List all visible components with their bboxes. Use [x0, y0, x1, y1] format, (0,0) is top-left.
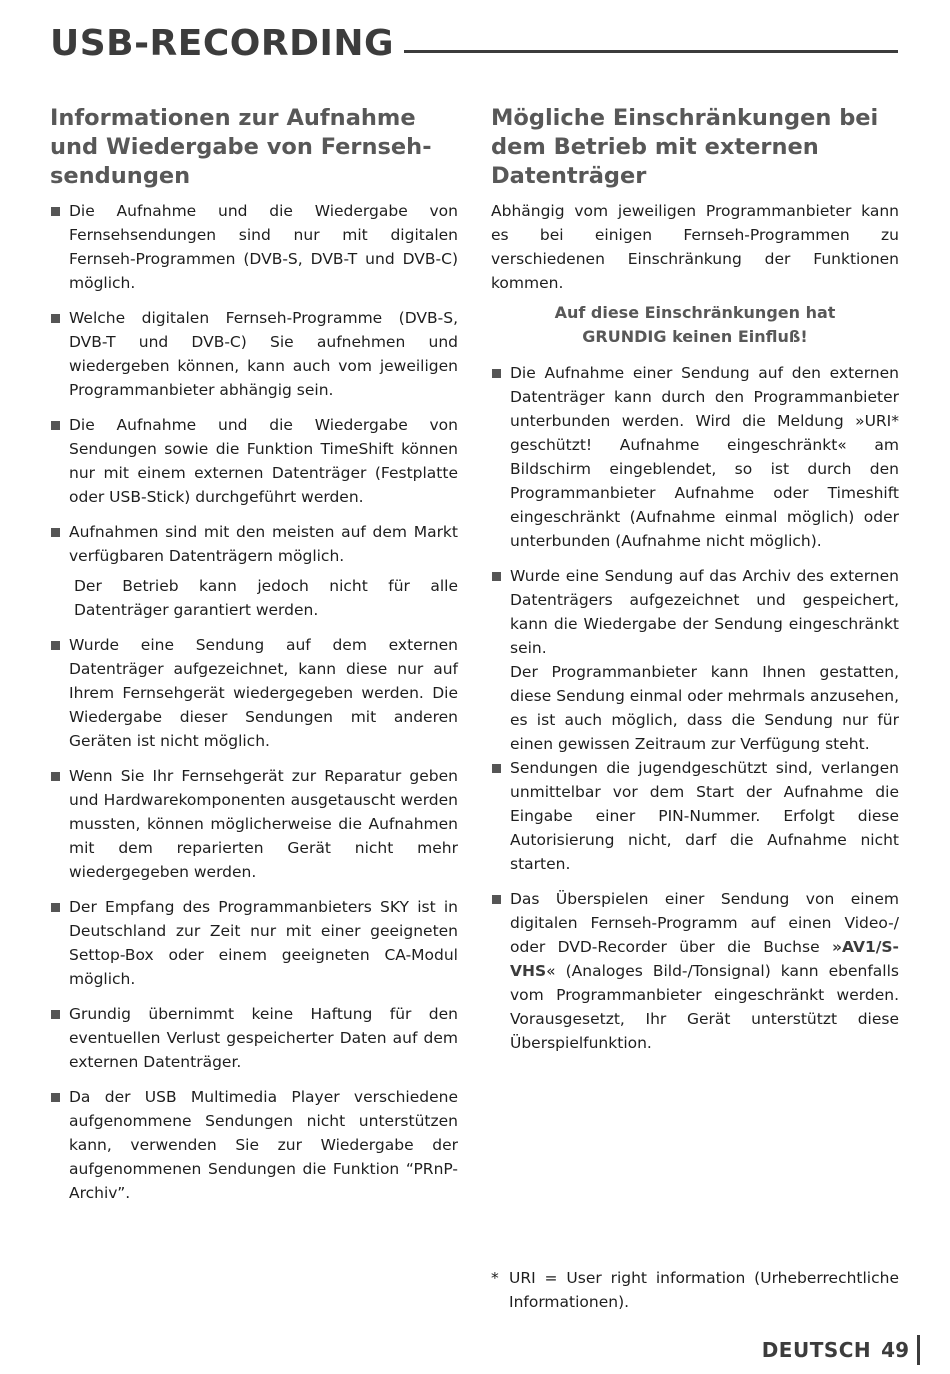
bullet-square-icon — [491, 887, 510, 911]
bullet-square-icon — [50, 413, 69, 437]
section-title-restrictions: Mögliche Einschränkungen bei dem Betrieb mit externen Datenträger — [491, 105, 879, 189]
bullet-square-icon — [491, 564, 510, 588]
list-item-text: Welche digitalen Fernseh-Programme (DVB-S, DVB-T und DVB-C) Sie aufnehmen und wiedergeben können, kann auch vom jeweiligen Programmanbieter abhängig sein. — [69, 309, 458, 399]
list-item — [50, 520, 458, 568]
page-footer — [740, 1330, 920, 1370]
bullet-square-icon — [50, 764, 69, 788]
bullet-square-icon — [50, 895, 69, 919]
footer-language: DEUTSCH — [761, 1338, 872, 1362]
connector-reference: »AV1/S-VHS — [510, 938, 899, 980]
footnote-text: URI = User right information (Urheberrechtliche Informationen). — [509, 1269, 899, 1311]
list-item-continuation: Der Programmanbieter kann Ihnen gestatten, diese Sendung einmal oder mehrmals anzusehen, es ist auch möglich, dass die Sendung nur für einen gewissen Zeitraum zur Verfügung steht. — [510, 663, 899, 753]
bullet-square-icon — [50, 306, 69, 330]
list-item — [50, 764, 458, 884]
list-item-text: Der Empfang des Programmanbieters SKY ist in Deutschland zur Zeit nur mit einer geeigneten Settop-Box oder einem geeigneten CA-Modul möglich. — [69, 898, 458, 988]
list-item — [491, 361, 899, 553]
intro-paragraph: Abhängig vom jeweiligen Programmanbieter kann es bei einigen Fernseh-Programmen zu verschiedenen Einschränkung der Funktionen kommen. — [491, 202, 899, 292]
list-item-text: Wenn Sie Ihr Fernsehgerät zur Reparatur geben und Hardwarekomponenten ausgetauscht werden mussten, können möglicherweise die Aufnahmen mit dem reparierten Gerät nicht mehr wiedergegeben werden. — [69, 767, 458, 881]
left-column — [50, 104, 458, 1216]
list-item — [491, 887, 899, 1055]
list-item-body — [510, 564, 899, 756]
sub-paragraph-text: Der Betrieb kann jedoch nicht für alle Datenträger garantiert werden. — [74, 577, 458, 619]
list-item — [50, 1002, 458, 1074]
list-item-text — [510, 887, 899, 1055]
notice-line: Auf diese Einschränkungen hat — [554, 303, 836, 322]
right-column — [491, 104, 899, 1066]
list-item — [50, 633, 458, 753]
bullet-square-icon — [50, 520, 69, 544]
list-item-text-part: « (Analoges Bild-/Tonsignal) kann ebenfalls vom Programmanbieter eingeschränkt werden. Vorausgesetzt, Ihr Gerät unterstützt diese Überspielfunktion. — [510, 962, 899, 1052]
page-title: USB-RECORDING — [50, 23, 395, 64]
bullet-square-icon — [491, 361, 510, 385]
list-item — [50, 1085, 458, 1205]
list-item-text: Sendungen die jugendgeschützt sind, verlangen unmittelbar vor dem Start der Aufnahme die Eingabe einer PIN-Nummer. Erfolgt diese Autorisierung nicht, darf die Aufnahme nicht starten. — [510, 759, 899, 873]
bullet-square-icon — [50, 1085, 69, 1109]
list-item — [50, 199, 458, 295]
notice-line: GRUNDIG keinen Einfluß! — [582, 327, 808, 346]
list-sub-paragraph — [50, 574, 458, 622]
section-title-recording-info: Informationen zur Aufnahme und Wiedergabe von Fernsehsendungen — [50, 105, 432, 189]
notice-box — [491, 301, 899, 349]
list-item-text: Da der USB Multimedia Player verschiedene aufgenommene Sendungen nicht unterstützen kann, verwenden Sie zur Wiedergabe der aufgenommenen Sendungen die Funktion “PRnP-Archiv”. — [69, 1088, 458, 1202]
list-item-text: Die Aufnahme einer Sendung auf den externen Datenträger kann durch den Programmanbieter unterbunden werden. Wird die Meldung »URI* geschützt! Aufnahme eingeschränkt« am Bildschirm eingeblendet, so ist durch den Programmanbieter Aufnahme oder Timeshift eingeschränkt (Aufnahme einmal möglich) oder unterbunden (Aufnahme nicht möglich). — [510, 364, 899, 550]
footer-bar — [917, 1335, 920, 1365]
footnote — [491, 1266, 899, 1314]
bullet-square-icon — [50, 199, 69, 223]
list-item — [50, 306, 458, 402]
bullet-square-icon — [50, 1002, 69, 1026]
list-item — [50, 895, 458, 991]
list-item-text: Die Aufnahme und die Wiedergabe von Fernsehsendungen sind nur mit digitalen Fernseh-Programmen (DVB-S, DVB-T und DVB-C) möglich. — [69, 202, 458, 292]
list-item-text: Grundig übernimmt keine Haftung für den eventuellen Verlust gespeicherter Daten auf dem externen Datenträger. — [69, 1005, 458, 1071]
list-item-text: Wurde eine Sendung auf dem externen Datenträger aufgezeichnet, kann diese nur auf Ihrem Fernsehgerät wiedergegeben werden. Die Wiedergabe dieser Sendungen mit anderen Geräten ist nicht möglich. — [69, 636, 458, 750]
bullet-square-icon — [50, 633, 69, 657]
list-item-text: Die Aufnahme und die Wiedergabe von Sendungen sowie die Funktion TimeShift können nur mit einem externen Datenträger (Festplatte oder USB-Stick) durchgeführt werden. — [69, 416, 458, 506]
page-header — [50, 18, 898, 68]
list-item — [50, 413, 458, 509]
list-item-text: Aufnahmen sind mit den meisten auf dem Markt verfügbaren Datenträgern möglich. — [69, 523, 458, 565]
bullet-list — [491, 361, 899, 1055]
bullet-list — [50, 199, 458, 1205]
list-item-text-part: Das Überspielen einer Sendung von einem digitalen Fernseh-Programm auf einen Video-/ oder DVD-Recorder über die Buchse — [510, 890, 899, 956]
footnote-marker: * — [491, 1269, 499, 1287]
bullet-square-icon — [491, 756, 510, 780]
page-number: 49 — [881, 1338, 909, 1362]
list-item-text: Wurde eine Sendung auf das Archiv des externen Datenträgers aufgezeichnet und gespeichert, kann die Wiedergabe der Sendung eingeschränkt sein. — [510, 567, 899, 657]
list-item — [491, 756, 899, 876]
list-item — [491, 564, 899, 756]
header-rule — [404, 50, 898, 53]
